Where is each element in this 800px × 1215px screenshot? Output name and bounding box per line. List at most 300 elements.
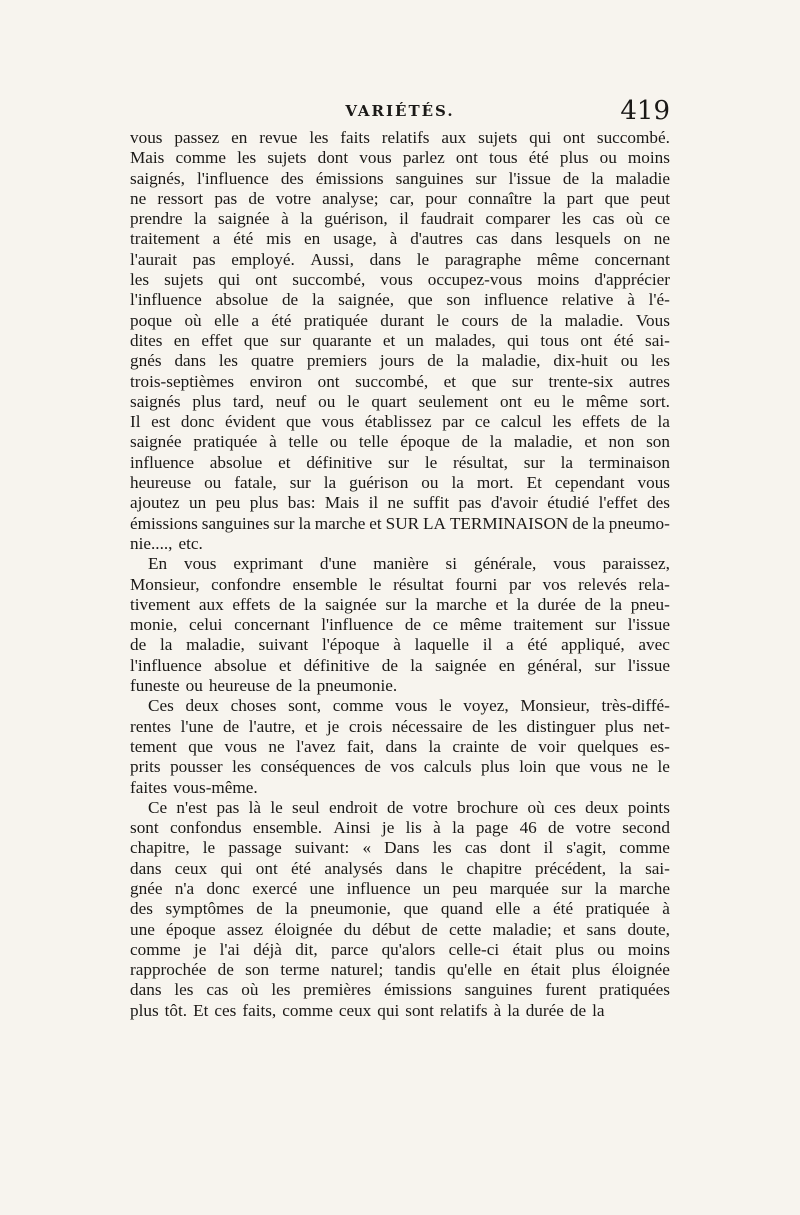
word: comme xyxy=(332,696,384,716)
word: relatifs xyxy=(439,1000,488,1020)
word: ces xyxy=(553,797,576,817)
word: cependant xyxy=(554,473,625,493)
text-line xyxy=(130,920,670,940)
word: rela- xyxy=(638,574,670,594)
word: et xyxy=(584,432,597,452)
word: de xyxy=(427,351,444,371)
word: peu xyxy=(215,493,241,513)
word: ce xyxy=(654,209,670,229)
word: la xyxy=(285,899,298,919)
word: page xyxy=(475,818,509,838)
word: des xyxy=(280,168,304,188)
word: que xyxy=(555,757,581,777)
word: Aussi, xyxy=(310,249,354,269)
word: deux xyxy=(585,797,619,817)
word: dans xyxy=(369,249,402,269)
word: manière xyxy=(373,554,429,574)
word: chapitre xyxy=(466,858,522,878)
word: influence xyxy=(484,290,549,310)
word: confondre xyxy=(211,574,281,594)
word: début xyxy=(372,919,411,939)
word: Monsieur, xyxy=(520,696,590,716)
text-line xyxy=(130,859,670,879)
word: les xyxy=(552,412,572,432)
word: la xyxy=(594,878,608,898)
word: es- xyxy=(649,736,670,756)
word: de xyxy=(510,736,527,756)
word: l'influence xyxy=(196,168,269,188)
word: qui xyxy=(507,330,530,350)
word: de xyxy=(281,290,299,310)
word: la xyxy=(543,188,556,208)
word: ont xyxy=(563,128,585,147)
word: quarante xyxy=(312,330,372,350)
word: ne xyxy=(387,493,404,513)
word: ceux xyxy=(174,858,208,878)
text-line xyxy=(130,169,670,189)
word: monie, xyxy=(130,615,178,635)
word: points xyxy=(627,797,670,817)
word: l'époque xyxy=(321,635,380,655)
word: quatre xyxy=(250,351,294,371)
text-line xyxy=(130,554,670,574)
word: le xyxy=(202,838,216,858)
word: vous xyxy=(395,696,428,716)
word: sai- xyxy=(645,858,670,878)
word: et xyxy=(304,716,318,736)
word: analysés xyxy=(324,858,383,878)
word: son xyxy=(446,290,471,310)
word: plus xyxy=(571,960,601,980)
word: trois-septièmes xyxy=(130,371,235,391)
word: plus xyxy=(249,493,279,513)
word: saignée xyxy=(325,594,377,614)
word: effet xyxy=(201,330,233,350)
word: analyse; xyxy=(322,188,379,208)
word: été xyxy=(613,330,634,350)
word: le xyxy=(270,797,283,817)
text-line xyxy=(130,838,670,858)
word: pour xyxy=(425,188,457,208)
word: en xyxy=(173,330,191,350)
text-line xyxy=(130,412,670,432)
word: peut xyxy=(640,188,670,208)
word: lesquels xyxy=(555,229,611,249)
word: je xyxy=(381,818,395,838)
word: la xyxy=(323,473,337,493)
word: émissions xyxy=(383,980,452,1000)
word: sur xyxy=(594,655,616,675)
word: en xyxy=(304,229,321,249)
word: occupez-vous xyxy=(427,270,523,290)
word: ont xyxy=(580,330,603,350)
word: vous xyxy=(224,736,257,756)
word: l'influence xyxy=(130,655,202,675)
word: a xyxy=(506,635,514,655)
word: ajoutez xyxy=(130,493,180,513)
word: sur xyxy=(273,513,295,533)
word: de xyxy=(386,797,404,817)
word: deux xyxy=(185,696,219,716)
word: et xyxy=(278,655,292,675)
word: et xyxy=(495,594,508,614)
text-line xyxy=(130,534,670,554)
word: les xyxy=(130,270,150,290)
word: qu'alors xyxy=(381,939,436,959)
word: la xyxy=(456,351,469,371)
word: succombé, xyxy=(355,371,429,391)
word: votre xyxy=(575,818,611,838)
word: succombé, xyxy=(292,270,366,290)
word: Ce xyxy=(148,797,168,817)
word: car, xyxy=(389,188,415,208)
word: dans xyxy=(130,980,162,1000)
word: laquelle xyxy=(414,635,469,655)
word: succombé. xyxy=(596,128,670,147)
word: celui xyxy=(189,615,223,635)
word: le xyxy=(657,757,670,777)
word: saignée xyxy=(434,655,487,675)
word: de xyxy=(278,594,296,614)
word: En xyxy=(148,554,168,574)
word: vous-même. xyxy=(173,777,258,797)
word: la xyxy=(489,432,503,452)
word: pratiquées xyxy=(599,980,670,1000)
word: même xyxy=(536,249,579,269)
word: ou xyxy=(421,473,439,493)
word: telle xyxy=(288,432,319,452)
word: à xyxy=(627,290,635,310)
word: poque xyxy=(130,310,173,330)
text-line xyxy=(130,311,670,331)
word: de xyxy=(630,412,647,432)
word: son xyxy=(646,432,670,452)
word: pas xyxy=(216,797,240,817)
text-line xyxy=(130,899,670,919)
word: dans xyxy=(174,351,206,371)
word: été xyxy=(527,635,548,655)
word: concernant xyxy=(234,615,310,635)
word: ne xyxy=(130,188,147,208)
word: là xyxy=(248,797,262,817)
text-line xyxy=(130,879,670,899)
word: les xyxy=(237,148,257,168)
word: appliqué, xyxy=(561,635,625,655)
word: gnés xyxy=(130,351,162,371)
word: ont xyxy=(499,391,522,411)
word: une xyxy=(130,919,155,939)
word: l'ai xyxy=(219,939,240,959)
word: saignée xyxy=(218,209,270,229)
word: tard, xyxy=(232,391,264,411)
word: plus xyxy=(481,757,510,777)
word: loin xyxy=(519,757,546,777)
word: d'une xyxy=(319,554,357,574)
word: le xyxy=(561,391,575,411)
word: été xyxy=(528,148,549,168)
word: calculs xyxy=(423,757,472,777)
word: chapitre, xyxy=(130,838,190,858)
word: le xyxy=(369,574,382,594)
word: Mais xyxy=(130,148,165,168)
word: sur xyxy=(561,878,583,898)
word: les xyxy=(174,980,194,1000)
text-line xyxy=(130,940,670,960)
word: sujets xyxy=(267,148,307,168)
word: elle xyxy=(495,899,521,919)
word: terminaison xyxy=(588,452,670,472)
word: ont xyxy=(317,371,340,391)
word: ou xyxy=(597,939,615,959)
text-line xyxy=(130,229,670,249)
word: l'influence xyxy=(130,290,202,310)
word: la xyxy=(428,736,441,756)
word: n'a xyxy=(174,878,195,898)
word: maladie xyxy=(615,168,670,188)
word: passage xyxy=(228,838,282,858)
word: ressort xyxy=(157,188,204,208)
word: sur xyxy=(385,594,407,614)
word: de xyxy=(222,716,240,736)
word: en xyxy=(231,128,248,147)
word: part xyxy=(566,188,594,208)
word: où xyxy=(184,310,202,330)
word: en xyxy=(503,960,520,980)
word: éloignée xyxy=(274,919,333,939)
word: l'issue xyxy=(627,655,670,675)
text-line xyxy=(130,818,670,838)
word: qu'elle xyxy=(446,960,493,980)
word: sur xyxy=(523,452,545,472)
word: donc xyxy=(206,878,240,898)
word: définitive xyxy=(306,452,373,472)
word: un xyxy=(189,493,207,513)
word: les xyxy=(650,351,670,371)
word: plus xyxy=(130,1000,159,1020)
word: la xyxy=(194,209,207,229)
word: bas: xyxy=(287,493,316,513)
word: mis xyxy=(266,229,292,249)
word: une xyxy=(309,878,335,898)
word: les xyxy=(309,128,329,147)
word: de xyxy=(404,615,422,635)
word: tement xyxy=(130,736,177,756)
word: la xyxy=(303,594,317,614)
word: pas xyxy=(214,188,238,208)
word: de xyxy=(364,757,381,777)
text-line xyxy=(130,778,670,798)
text-line xyxy=(130,757,670,777)
word: vous xyxy=(637,473,670,493)
word: qui xyxy=(220,858,243,878)
word: influence xyxy=(130,452,194,472)
word: calcul xyxy=(500,412,542,432)
word: les xyxy=(561,209,581,229)
word: époque xyxy=(400,432,450,452)
word: où xyxy=(625,209,644,229)
word: ou xyxy=(318,391,336,411)
text-line xyxy=(130,290,670,310)
text-line xyxy=(130,392,670,412)
word: la xyxy=(609,594,622,614)
word: prits xyxy=(130,757,161,777)
word: son xyxy=(245,960,270,980)
word: sur xyxy=(289,473,311,493)
word: le xyxy=(424,452,438,472)
word: sur xyxy=(280,330,302,350)
text-line xyxy=(130,128,670,148)
word: dans xyxy=(385,736,418,756)
word: de xyxy=(472,716,489,736)
word: seulement xyxy=(418,391,489,411)
word: ensemble. xyxy=(252,818,323,838)
word: dont xyxy=(499,838,531,858)
page-number: 419 xyxy=(620,96,670,126)
word: choses xyxy=(230,696,277,716)
word: Ces xyxy=(148,696,174,716)
word: du xyxy=(343,919,361,939)
word: pneumo- xyxy=(608,513,670,533)
text-line xyxy=(130,514,670,534)
word: aux xyxy=(198,594,224,614)
word: ou xyxy=(204,473,222,493)
word: LA xyxy=(423,513,446,533)
word: crainte xyxy=(452,736,500,756)
word: et xyxy=(278,452,291,472)
word: sans xyxy=(586,919,617,939)
word: voir xyxy=(538,736,566,756)
word: telle xyxy=(358,432,389,452)
word: sanguines xyxy=(395,168,464,188)
text-line xyxy=(130,331,670,351)
word: la xyxy=(311,290,325,310)
word: d'avoir xyxy=(490,493,538,513)
word: de xyxy=(548,818,565,838)
word: ce xyxy=(474,412,491,432)
word: ou xyxy=(599,148,617,168)
word: que xyxy=(243,330,269,350)
text-line xyxy=(130,473,670,493)
word: que xyxy=(188,736,214,756)
word: passez xyxy=(174,128,220,147)
word: par xyxy=(508,574,531,594)
word: durée xyxy=(537,594,576,614)
word: revue xyxy=(259,128,298,147)
word: ont xyxy=(255,270,278,290)
word: TERMINAISON xyxy=(449,513,569,533)
word: mort. xyxy=(476,473,514,493)
word: comme xyxy=(175,148,227,168)
word: sont, xyxy=(288,696,322,716)
word: premiers xyxy=(306,351,367,371)
running-title: VARIÉTÉS. xyxy=(345,102,455,120)
word: Et xyxy=(526,473,542,493)
word: même xyxy=(459,615,502,635)
word: pneumonie. xyxy=(316,676,398,696)
word: le xyxy=(436,310,450,330)
word: pneumonie, xyxy=(310,899,391,919)
word: la xyxy=(507,1000,520,1020)
word: avec xyxy=(638,635,670,655)
word: vous xyxy=(589,757,623,777)
word: lis xyxy=(405,818,422,838)
word: rentes xyxy=(130,716,172,736)
word: que xyxy=(403,899,429,919)
text-line xyxy=(130,351,670,371)
word: absolue xyxy=(214,655,267,675)
word: assez xyxy=(226,919,264,939)
word: sur xyxy=(594,615,616,635)
word: effets xyxy=(582,412,620,432)
word: saignés xyxy=(130,391,181,411)
page-header xyxy=(130,96,670,128)
word: ou xyxy=(620,351,638,371)
word: un xyxy=(406,330,424,350)
text-line xyxy=(130,615,670,635)
word: malades, xyxy=(435,330,496,350)
word: éloignée xyxy=(611,960,670,980)
word: de xyxy=(275,676,293,696)
word: et xyxy=(382,330,396,350)
word: furent xyxy=(545,980,587,1000)
word: la xyxy=(591,168,604,188)
word: je xyxy=(326,716,340,736)
word: à xyxy=(393,635,401,655)
word: dans xyxy=(130,858,162,878)
word: l'effet xyxy=(598,493,638,513)
word: l'une xyxy=(180,716,214,736)
word: un xyxy=(422,878,441,898)
word: la xyxy=(298,513,311,533)
word: pousser xyxy=(170,757,223,777)
word: doute, xyxy=(627,919,670,939)
word: peu xyxy=(452,878,478,898)
word: la xyxy=(452,818,465,838)
word: par xyxy=(442,412,465,432)
word: tandis xyxy=(394,960,436,980)
word: sont xyxy=(405,1000,434,1020)
word: guérison xyxy=(349,473,409,493)
word: dans xyxy=(395,858,428,878)
word: non xyxy=(608,432,635,452)
word: et xyxy=(563,919,576,939)
word: faits xyxy=(340,128,370,147)
word: SUR xyxy=(385,513,420,533)
word: parlez xyxy=(402,148,445,168)
word: était xyxy=(512,939,543,959)
word: Mais xyxy=(324,493,360,513)
word: comparer xyxy=(485,209,551,229)
word: définitive xyxy=(303,655,370,675)
word: que xyxy=(407,290,433,310)
word: il xyxy=(368,493,379,513)
word: Monsieur, xyxy=(130,574,200,594)
word: symptômes xyxy=(165,899,244,919)
word: n'est xyxy=(176,797,208,817)
word: ont xyxy=(255,858,278,878)
word: exprimant xyxy=(233,554,304,574)
word: distinguer xyxy=(526,716,596,736)
text-line xyxy=(130,189,670,209)
word: votre xyxy=(412,797,448,817)
word: il xyxy=(543,838,554,858)
word: général, xyxy=(527,655,583,675)
word: votre xyxy=(275,188,312,208)
word: marche xyxy=(314,513,366,533)
text-line xyxy=(130,737,670,757)
word: seul xyxy=(292,797,320,817)
text-line xyxy=(130,1001,670,1021)
